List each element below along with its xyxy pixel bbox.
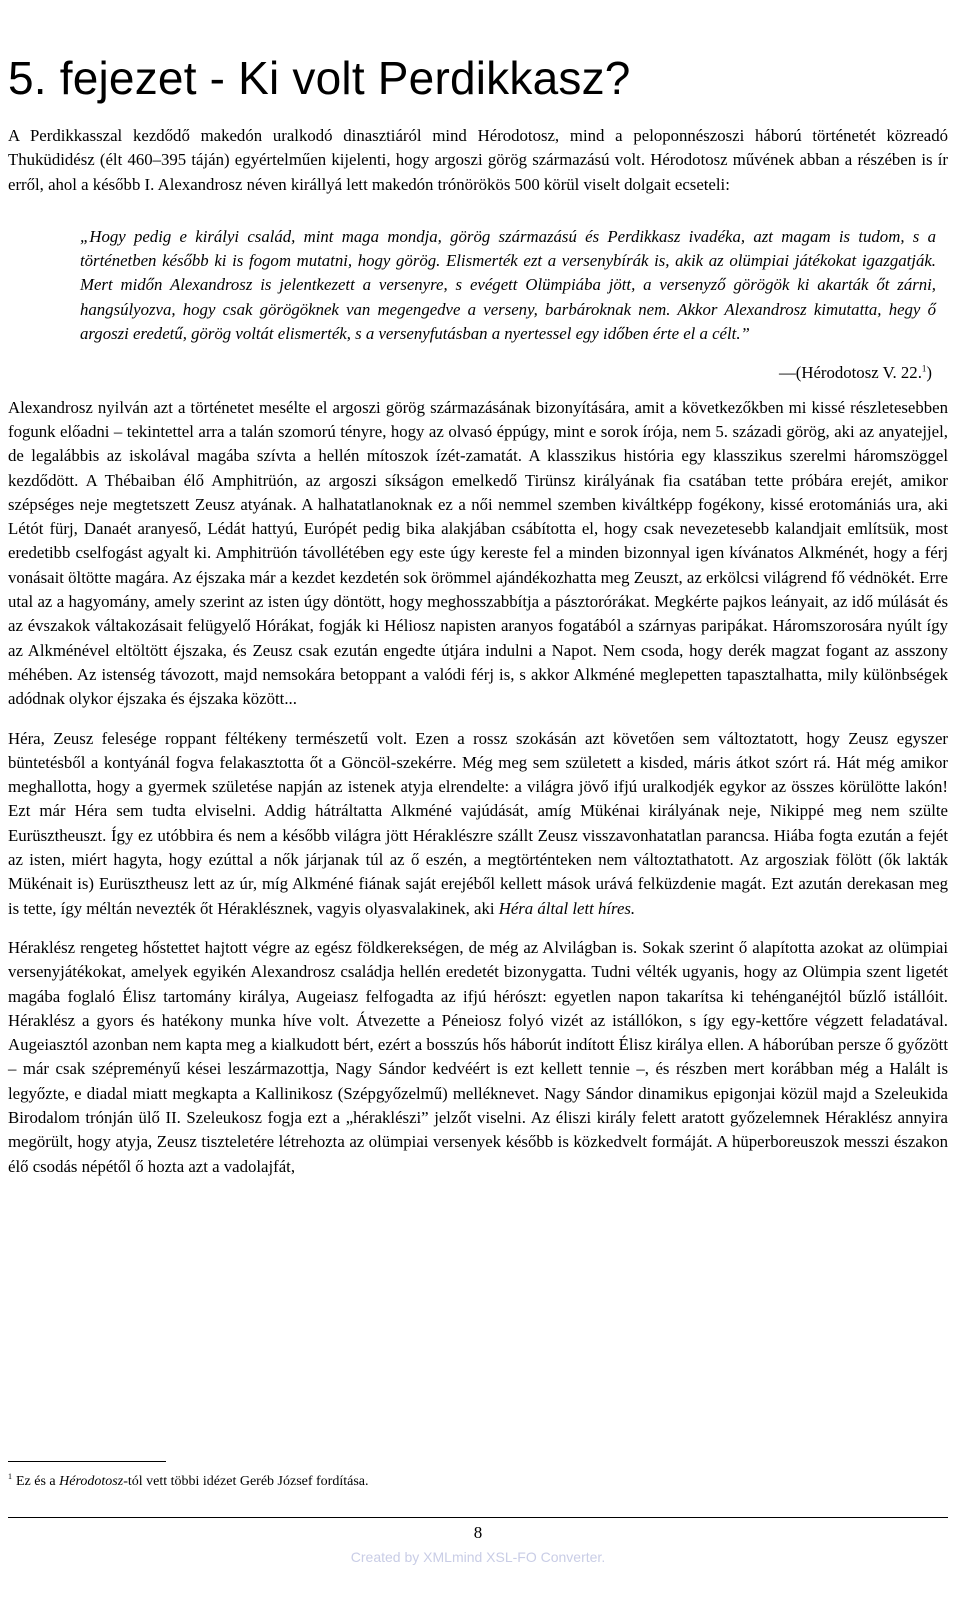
body-text — [8, 124, 948, 1194]
page-number: 8 — [473, 1523, 483, 1542]
chapter-title: 5. fejezet - Ki volt Perdikkasz? — [8, 52, 631, 104]
attribution-close: ) — [926, 363, 932, 383]
footnote-suffix: -tól vett többi idézet Geréb József fordítása. — [123, 1474, 369, 1489]
quote-text: „Hogy pedig e királyi család, mint maga mondja, görög származású és Perdikkasz ivadéka, azt magam is tudom, s a történetben később ki is fogom mutatni, hogy görög. Elismerték ezt a versenybírák is, akik az olümpiai játékokat igazgatják. Mert midőn Alexandrosz is jelentkezett a versenyre, s evégett Olümpiába jött, a versenyző görögök ki akarták őt zárni, hangsúlyozva, hogy csak görögöknek van megengedve a verseny, barbároknak nem. Akkor Alexandrosz kimutatta, hegy ő argoszi eredetű, görög voltát elismerték, s a versenyfutásban a nyertessel egy időben érte el a célt.” — [80, 226, 936, 344]
quote-attribution — [80, 361, 936, 385]
footnote — [8, 1472, 948, 1492]
footnote-prefix: Ez és a — [16, 1474, 60, 1489]
paragraph-2 — [8, 727, 948, 921]
converter-watermark: Created by XMLmind XSL-FO Converter. — [350, 1549, 606, 1565]
paragraph-2-italic: Héra által lett híres. — [498, 898, 636, 918]
footnote-reference[interactable]: 1 — [921, 363, 927, 374]
footnote-divider — [8, 1461, 166, 1462]
attribution-text: —(Hérodotosz V. 22. — [778, 363, 922, 383]
footer-divider — [8, 1517, 948, 1518]
herodotus-quote — [80, 225, 936, 386]
footnote-italic: Hérodotosz — [59, 1474, 124, 1489]
paragraph-2-text: Héra, Zeusz felesége roppant féltékeny természetű volt. Ezen a rossz szokásán azt követően sem változtatott, hogy Zeusz egyszer büntetésből a kontyánál fogva felakasztotta őt a Göncöl-szekérre. Még meg sem született a kisded, máris átkot szórt rá. Hát még amikor meghallotta, hogy a gyermek születése napján az istenek atyja elrendelte: a világra jövő ifjú uralkodjék egykor az összes körülötte lakón! Ezt már Héra sem tudta elviselni. Addig hátráltatta Alkméné vajúdását, amíg Mükénai királyának neje, Nikippé meg nem szülte Eurüsztheuszt. Így ez utóbbira és nem a később világra jött Héraklészre szállt Zeusz visszavonhatatlan parancsa. Hiába fogta ezután a fejét az isten, miért hagyta, hogy ezúttal a nők járjanak túl az ő eszén, a megtörténteken nem változtathatott. Az argosziak fölött (ők lakták Mükénait is) Eurüsztheusz lett az úr, míg Alkméné fiának saját erejéből kellett mások urává felküzdenie magát. Ezt azután derekasan meg is tette, így méltán nevezték őt Héraklésznek, vagyis olyasvalakinek, aki — [8, 728, 948, 918]
footnote-number: 1 — [8, 1472, 12, 1482]
paragraph-3: Héraklész rengeteg hőstettet hajtott végre az egész földkerekségen, de még az Alvilágban is. Sokak szerint ő alapította azokat az olümpiai versenyjátékokat, amelyek egyikén Alexandrosz családja hellén eredetét bizonygatta. Tudni vélték ugyanis, hogy az Olümpia szent ligetét magába foglaló Élisz tartomány királya, Augeiasz felfogadta az ifjú hérószt: egyetlen napon takarítsa ki tehénganéjtól bűzlő istállóit. Héraklész a gyors és hatékony munka híve volt. Átvezette a Péneiosz folyó vizét az istállókon, s így egy-kettőre végzett feladatával. Augeiasztól azonban nem kapta meg a kialkudott bért, ezért a bosszús hős háborút indított Élisz királya ellen. A háborúban persze ő győzött – már csak szépreményű kései leszármazottja, Nagy Sándor kedvéért is ezt kellett tennie –, és részben mert korábban még a Halált is legyőzte, e diadal miatt megkapta a Kallinikosz (Szépgyőzelmű) melléknevet. Nagy Sándor dinamikus epigonjai közül majd a Szeleukida Birodalom trónján ülő II. Szeleukosz fogja ezt a „héraklészi” jelzőt viselni. Az éliszi király felett aratott győzelemnek Héraklész annyira megörült, hogy atyja, Zeusz tiszteletére létrehozta az olümpiai versenyek később is közkedvelt formáját. A hüperboreuszok messzi északon élő csodás népétől ő hozta azt a vadolajfát, — [8, 937, 948, 1176]
paragraph-1: Alexandrosz nyilván azt a történetet mesélte el argoszi görög származásának bizonyítására, amit a következőkben mi kissé részletesebben fogunk előadni – tekintettel arra a talán szomorú tényre, hogy az olvasó éppúgy, mint e sorok írója, nem 5. századi görög, aki az anyatejjel, de legalábbis az iskolával magába szívta a hellén mítoszok ízét-zamatát. A klasszikus história egy klasszikus szerelmi háromszöggel kezdődött. A Thébaiban élő Amphitrüón, az argoszi síkságon emelkedő Tirünsz királyának fia csatában tette próbára erejét, amikor szépséges neje megtetszett Zeusz atyának. A halhatatlanoknak ez a női nemmel szemben kiváltképp fogékony, kissé erotomániás ura, aki Létót fürj, Danaét aranyeső, Lédát hattyú, Európét pedig bika alakjában csábította el, hogy csak nevezetesebb kalandjait említsük, most eredetibb cselfogást agyalt ki. Amphitrüón távollétében egy este úgy kereste fel a minden bizonnyal igen kívánatos Alkménét, hogy a férj vonásait öltötte magára. Az éjszaka már a kezdet kezdetén sok örömmel ajándékozhatta meg Zeuszt, az erkölcsi világrend fő védnökét. Erre utal az a hagyomány, amely szerint az isten úgy döntött, hogy meghosszabbítja a pásztorórákat. Megkérte pajkos leányait, az idő múlását és az évszakok váltakozásait felügyelő Hórákat, fogják ki Héliosz napisten aranyos fogatából a szárnyas paripákat. Háromszorosára nyúlt így az Alkménével eltöltött éjszaka, és Zeusz csak ezután engedte útjára indulni a Napot. Nem csoda, hogy derék magzat fogant az asszony méhében. Az istenség távozott, majd nemsokára betoppant a valódi férj is, s akkor Alkméné meglepetten tapasztalhatta, mily különbségek adódnak olykor éjszaka és éjszaka között... — [8, 397, 948, 709]
intro-paragraph: A Perdikkasszal kezdődő makedón uralkodó dinasztiáról mind Hérodotosz, mind a peloponnészoszi háború történetét közreadó Thuküdidész (élt 460–395 táján) egyértelműen kijelenti, hogy argoszi görög származású volt. Hérodotosz művének abban a részében is ír erről, ahol a később I. Alexandrosz néven királlyá lett makedón trónörökös 500 körül viselt dolgait ecseteli: — [8, 126, 948, 194]
document-page — [8, 0, 948, 1601]
